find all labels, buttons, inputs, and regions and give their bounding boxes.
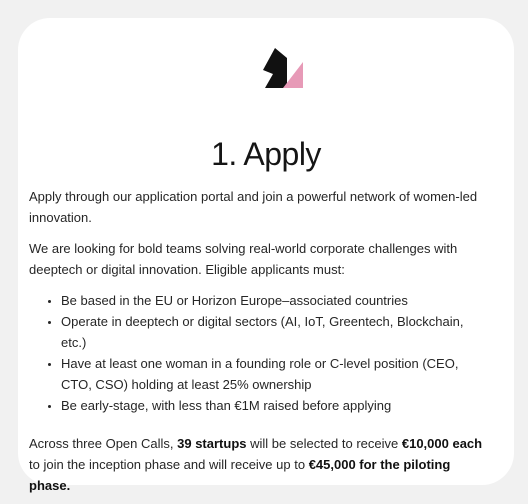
piloting-amount: €45,000 for the piloting phase.: [29, 457, 451, 493]
outro-text: Across three Open Calls,: [29, 436, 178, 451]
criteria-item: • Operate in deeptech or digital sectors (AI, IoT, Greentech, Blockchain, etc.): [61, 311, 491, 353]
criteria-list: [29, 290, 491, 416]
startups-count: 39 startups: [177, 436, 247, 451]
criteria-item: • Be based in the EU or Horizon Europe–associated countries: [61, 290, 491, 311]
intro-paragraph: Apply through our application portal and join a powerful network of women-led innovation.: [29, 189, 478, 225]
eligibility-intro: We are looking for bold teams solving real-world corporate challenges with deeptech or digital innovation. Eligible applicants must:: [29, 241, 458, 277]
sail-logo-icon: [263, 48, 305, 90]
criteria-item: • Have at least one woman in a founding role or C-level position (CEO, CTO, CSO) holding at least 25% ownership: [61, 353, 491, 395]
apply-content: [29, 186, 491, 504]
amount-each: €10,000 each: [401, 436, 483, 451]
outro-text: to join the inception phase and will receive up to: [29, 457, 309, 472]
page-title: 1. Apply: [211, 136, 321, 172]
criteria-item: • Be early-stage, with less than €1M raised before applying: [61, 395, 491, 416]
outro-text: will be selected to receive: [246, 436, 402, 451]
outro-paragraph: [29, 433, 491, 496]
